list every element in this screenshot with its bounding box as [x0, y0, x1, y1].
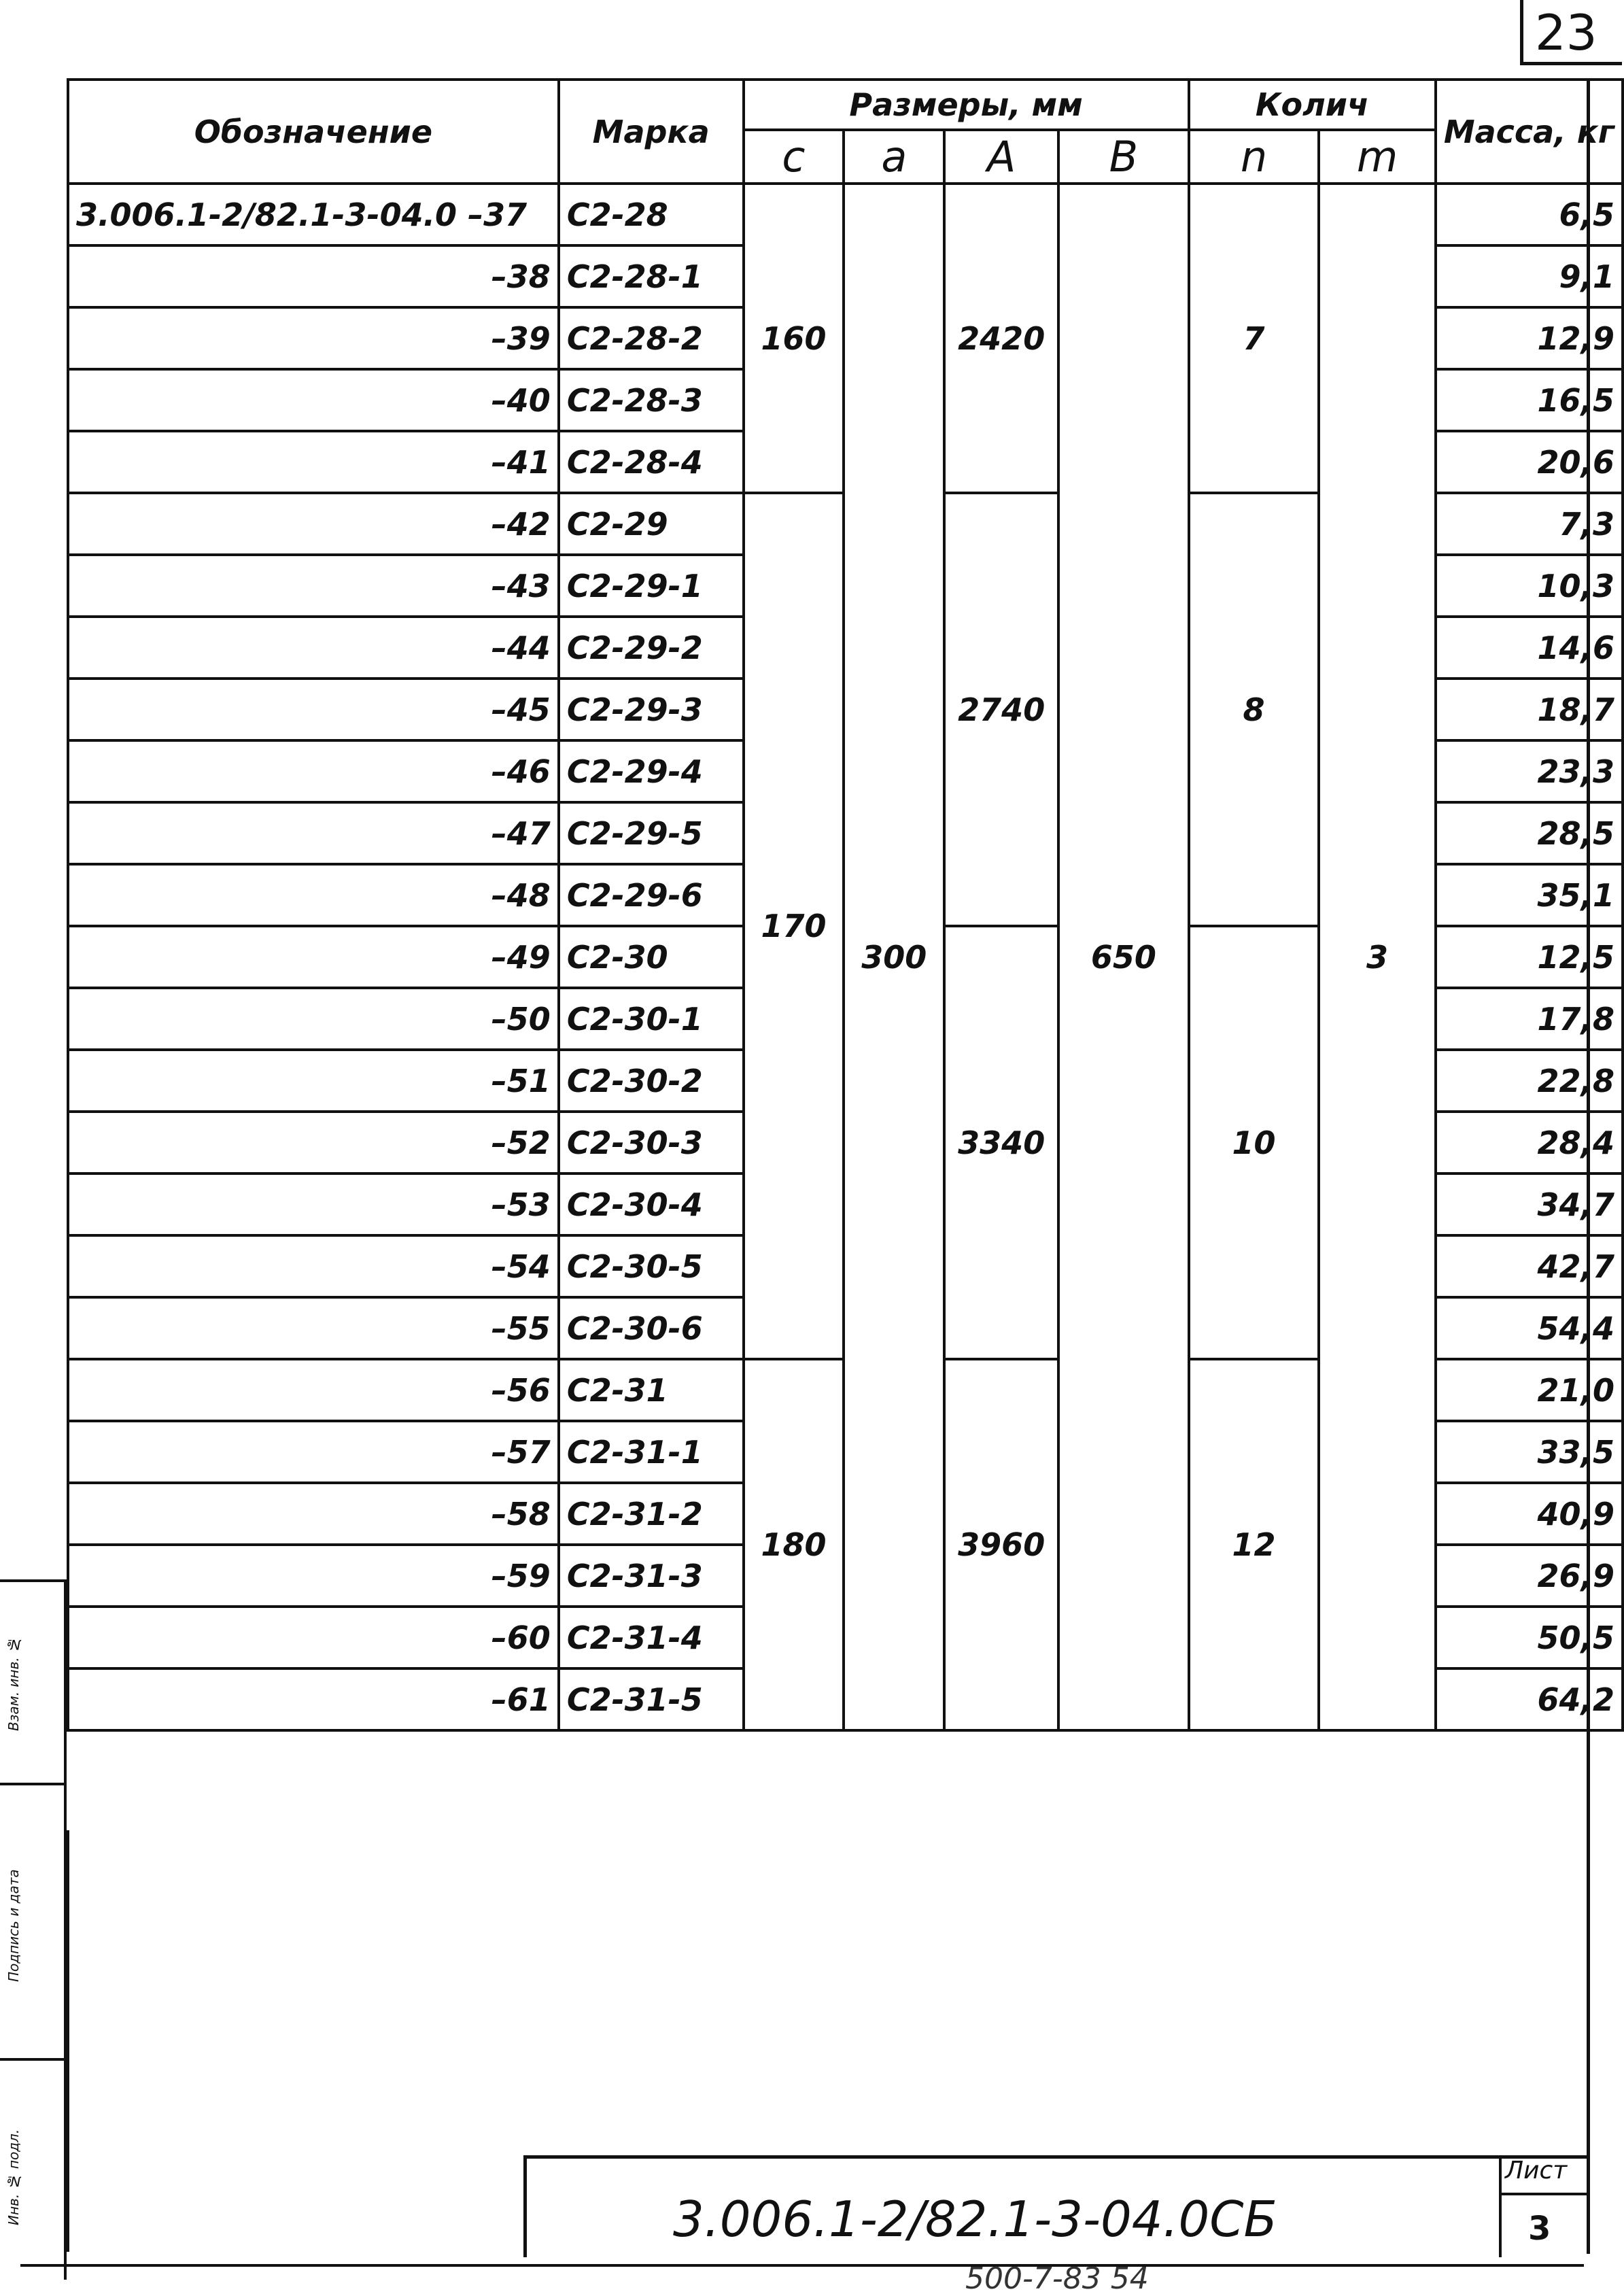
header-mark: Марка	[559, 80, 744, 184]
mass-cell: 33,5	[1436, 1421, 1623, 1483]
designation-cell: –40	[68, 369, 559, 431]
header-B: B	[1058, 130, 1189, 184]
mass-cell: 50,5	[1436, 1607, 1623, 1668]
stamp-label-inventory: Инв. № подл.	[5, 2129, 22, 2225]
designation-cell: –55	[68, 1297, 559, 1359]
mass-cell: 7,3	[1436, 493, 1623, 555]
archive-code: 500-7-83 54	[965, 2261, 1149, 2296]
designation-cell: –38	[68, 245, 559, 307]
mark-cell: С2-30-5	[559, 1235, 744, 1297]
mark-cell: С2-31	[559, 1359, 744, 1421]
mark-cell: С2-31-5	[559, 1668, 744, 1730]
designation-cell: –43	[68, 555, 559, 617]
dimension-a-cell: 300	[844, 184, 944, 1730]
sheet-number: 3	[1528, 2210, 1551, 2248]
mass-cell: 20,6	[1436, 431, 1623, 493]
document-code: 3.006.1-2/82.1-3-04.0СБ	[673, 2191, 1277, 2248]
mass-cell: 21,0	[1436, 1359, 1623, 1421]
bottom-line	[20, 2264, 1584, 2267]
dimension-A-cell: 2420	[944, 184, 1058, 493]
mass-cell: 22,8	[1436, 1050, 1623, 1112]
mark-cell: С2-28-2	[559, 307, 744, 369]
mark-cell: С2-28-4	[559, 431, 744, 493]
header-c: c	[744, 130, 844, 184]
stamp-divider	[0, 2058, 67, 2061]
designation-cell: –53	[68, 1173, 559, 1235]
designation-cell: –51	[68, 1050, 559, 1112]
dimension-A-cell: 2740	[944, 493, 1058, 926]
designation-cell: –48	[68, 864, 559, 926]
mass-cell: 40,9	[1436, 1483, 1623, 1545]
designation-cell: 3.006.1-2/82.1-3-04.0 –37	[68, 184, 559, 245]
mass-cell: 28,4	[1436, 1112, 1623, 1173]
mark-cell: С2-28-1	[559, 245, 744, 307]
designation-cell: –42	[68, 493, 559, 555]
mass-cell: 14,6	[1436, 617, 1623, 679]
mark-cell: С2-29-1	[559, 555, 744, 617]
mark-cell: С2-30-3	[559, 1112, 744, 1173]
mark-cell: С2-28-3	[559, 369, 744, 431]
dimension-n-cell: 8	[1189, 493, 1319, 926]
table-row	[68, 184, 1623, 245]
specification-table	[67, 78, 1624, 1732]
mark-cell: С2-30-4	[559, 1173, 744, 1235]
mass-cell: 28,5	[1436, 802, 1623, 864]
designation-cell: –58	[68, 1483, 559, 1545]
header-mass: Масса, кг	[1436, 80, 1623, 184]
table-body	[68, 184, 1623, 1730]
mass-cell: 16,5	[1436, 369, 1623, 431]
designation-cell: –60	[68, 1607, 559, 1668]
designation-cell: –47	[68, 802, 559, 864]
mass-cell: 6,5	[1436, 184, 1623, 245]
mark-cell: С2-29-4	[559, 740, 744, 802]
mark-cell: С2-30-1	[559, 988, 744, 1050]
designation-cell: –44	[68, 617, 559, 679]
designation-cell: –39	[68, 307, 559, 369]
designation-cell: –52	[68, 1112, 559, 1173]
mass-cell: 12,5	[1436, 926, 1623, 988]
header-A: A	[944, 130, 1058, 184]
dimension-A-cell: 3960	[944, 1359, 1058, 1730]
stamp-label-signature: Подпись и дата	[5, 1869, 22, 1982]
stamp-label-replacement: Взам. инв. №	[5, 1637, 22, 1732]
stamp-divider	[0, 1783, 67, 1785]
mass-cell: 34,7	[1436, 1173, 1623, 1235]
mark-cell: С2-29-6	[559, 864, 744, 926]
header-a: a	[844, 130, 944, 184]
dimension-A-cell: 3340	[944, 926, 1058, 1359]
dimension-B-cell: 650	[1058, 184, 1189, 1730]
header-quantity: Колич	[1189, 80, 1436, 130]
dimension-c-cell: 170	[744, 493, 844, 1359]
left-stamp-column	[0, 1579, 67, 2280]
header-m: m	[1319, 130, 1436, 184]
mass-cell: 10,3	[1436, 555, 1623, 617]
mark-cell: С2-30-2	[559, 1050, 744, 1112]
mass-cell: 18,7	[1436, 679, 1623, 740]
mass-cell: 17,8	[1436, 988, 1623, 1050]
mark-cell: С2-31-4	[559, 1607, 744, 1668]
dimension-c-cell: 180	[744, 1359, 844, 1730]
dimension-m-cell: 3	[1319, 184, 1436, 1730]
designation-cell: –56	[68, 1359, 559, 1421]
header-n: n	[1189, 130, 1319, 184]
mass-cell: 23,3	[1436, 740, 1623, 802]
dimension-n-cell: 12	[1189, 1359, 1319, 1730]
designation-cell: –45	[68, 679, 559, 740]
dimension-n-cell: 10	[1189, 926, 1319, 1359]
mark-cell: С2-31-1	[559, 1421, 744, 1483]
mass-cell: 9,1	[1436, 245, 1623, 307]
mark-cell: С2-29-3	[559, 679, 744, 740]
page-number: 23	[1535, 4, 1597, 61]
mass-cell: 64,2	[1436, 1668, 1623, 1730]
designation-cell: –50	[68, 988, 559, 1050]
header-dimensions: Размеры, мм	[744, 80, 1189, 130]
designation-cell: –49	[68, 926, 559, 988]
designation-cell: –54	[68, 1235, 559, 1297]
mark-cell: С2-29-2	[559, 617, 744, 679]
designation-cell: –61	[68, 1668, 559, 1730]
designation-cell: –41	[68, 431, 559, 493]
mark-cell: С2-29-5	[559, 802, 744, 864]
mark-cell: С2-31-3	[559, 1545, 744, 1607]
mass-cell: 12,9	[1436, 307, 1623, 369]
header-designation: Обозначение	[68, 80, 559, 184]
mass-cell: 26,9	[1436, 1545, 1623, 1607]
mark-cell: С2-29	[559, 493, 744, 555]
designation-cell: –59	[68, 1545, 559, 1607]
dimension-c-cell: 160	[744, 184, 844, 493]
sheet-label: Лист	[1505, 2157, 1568, 2184]
designation-cell: –46	[68, 740, 559, 802]
mark-cell: С2-31-2	[559, 1483, 744, 1545]
mark-cell: С2-30	[559, 926, 744, 988]
mass-cell: 54,4	[1436, 1297, 1623, 1359]
dimension-n-cell: 7	[1189, 184, 1319, 493]
mark-cell: С2-28	[559, 184, 744, 245]
mass-cell: 42,7	[1436, 1235, 1623, 1297]
designation-cell: –57	[68, 1421, 559, 1483]
mass-cell: 35,1	[1436, 864, 1623, 926]
mark-cell: С2-30-6	[559, 1297, 744, 1359]
sheet-divider	[1499, 2193, 1590, 2195]
